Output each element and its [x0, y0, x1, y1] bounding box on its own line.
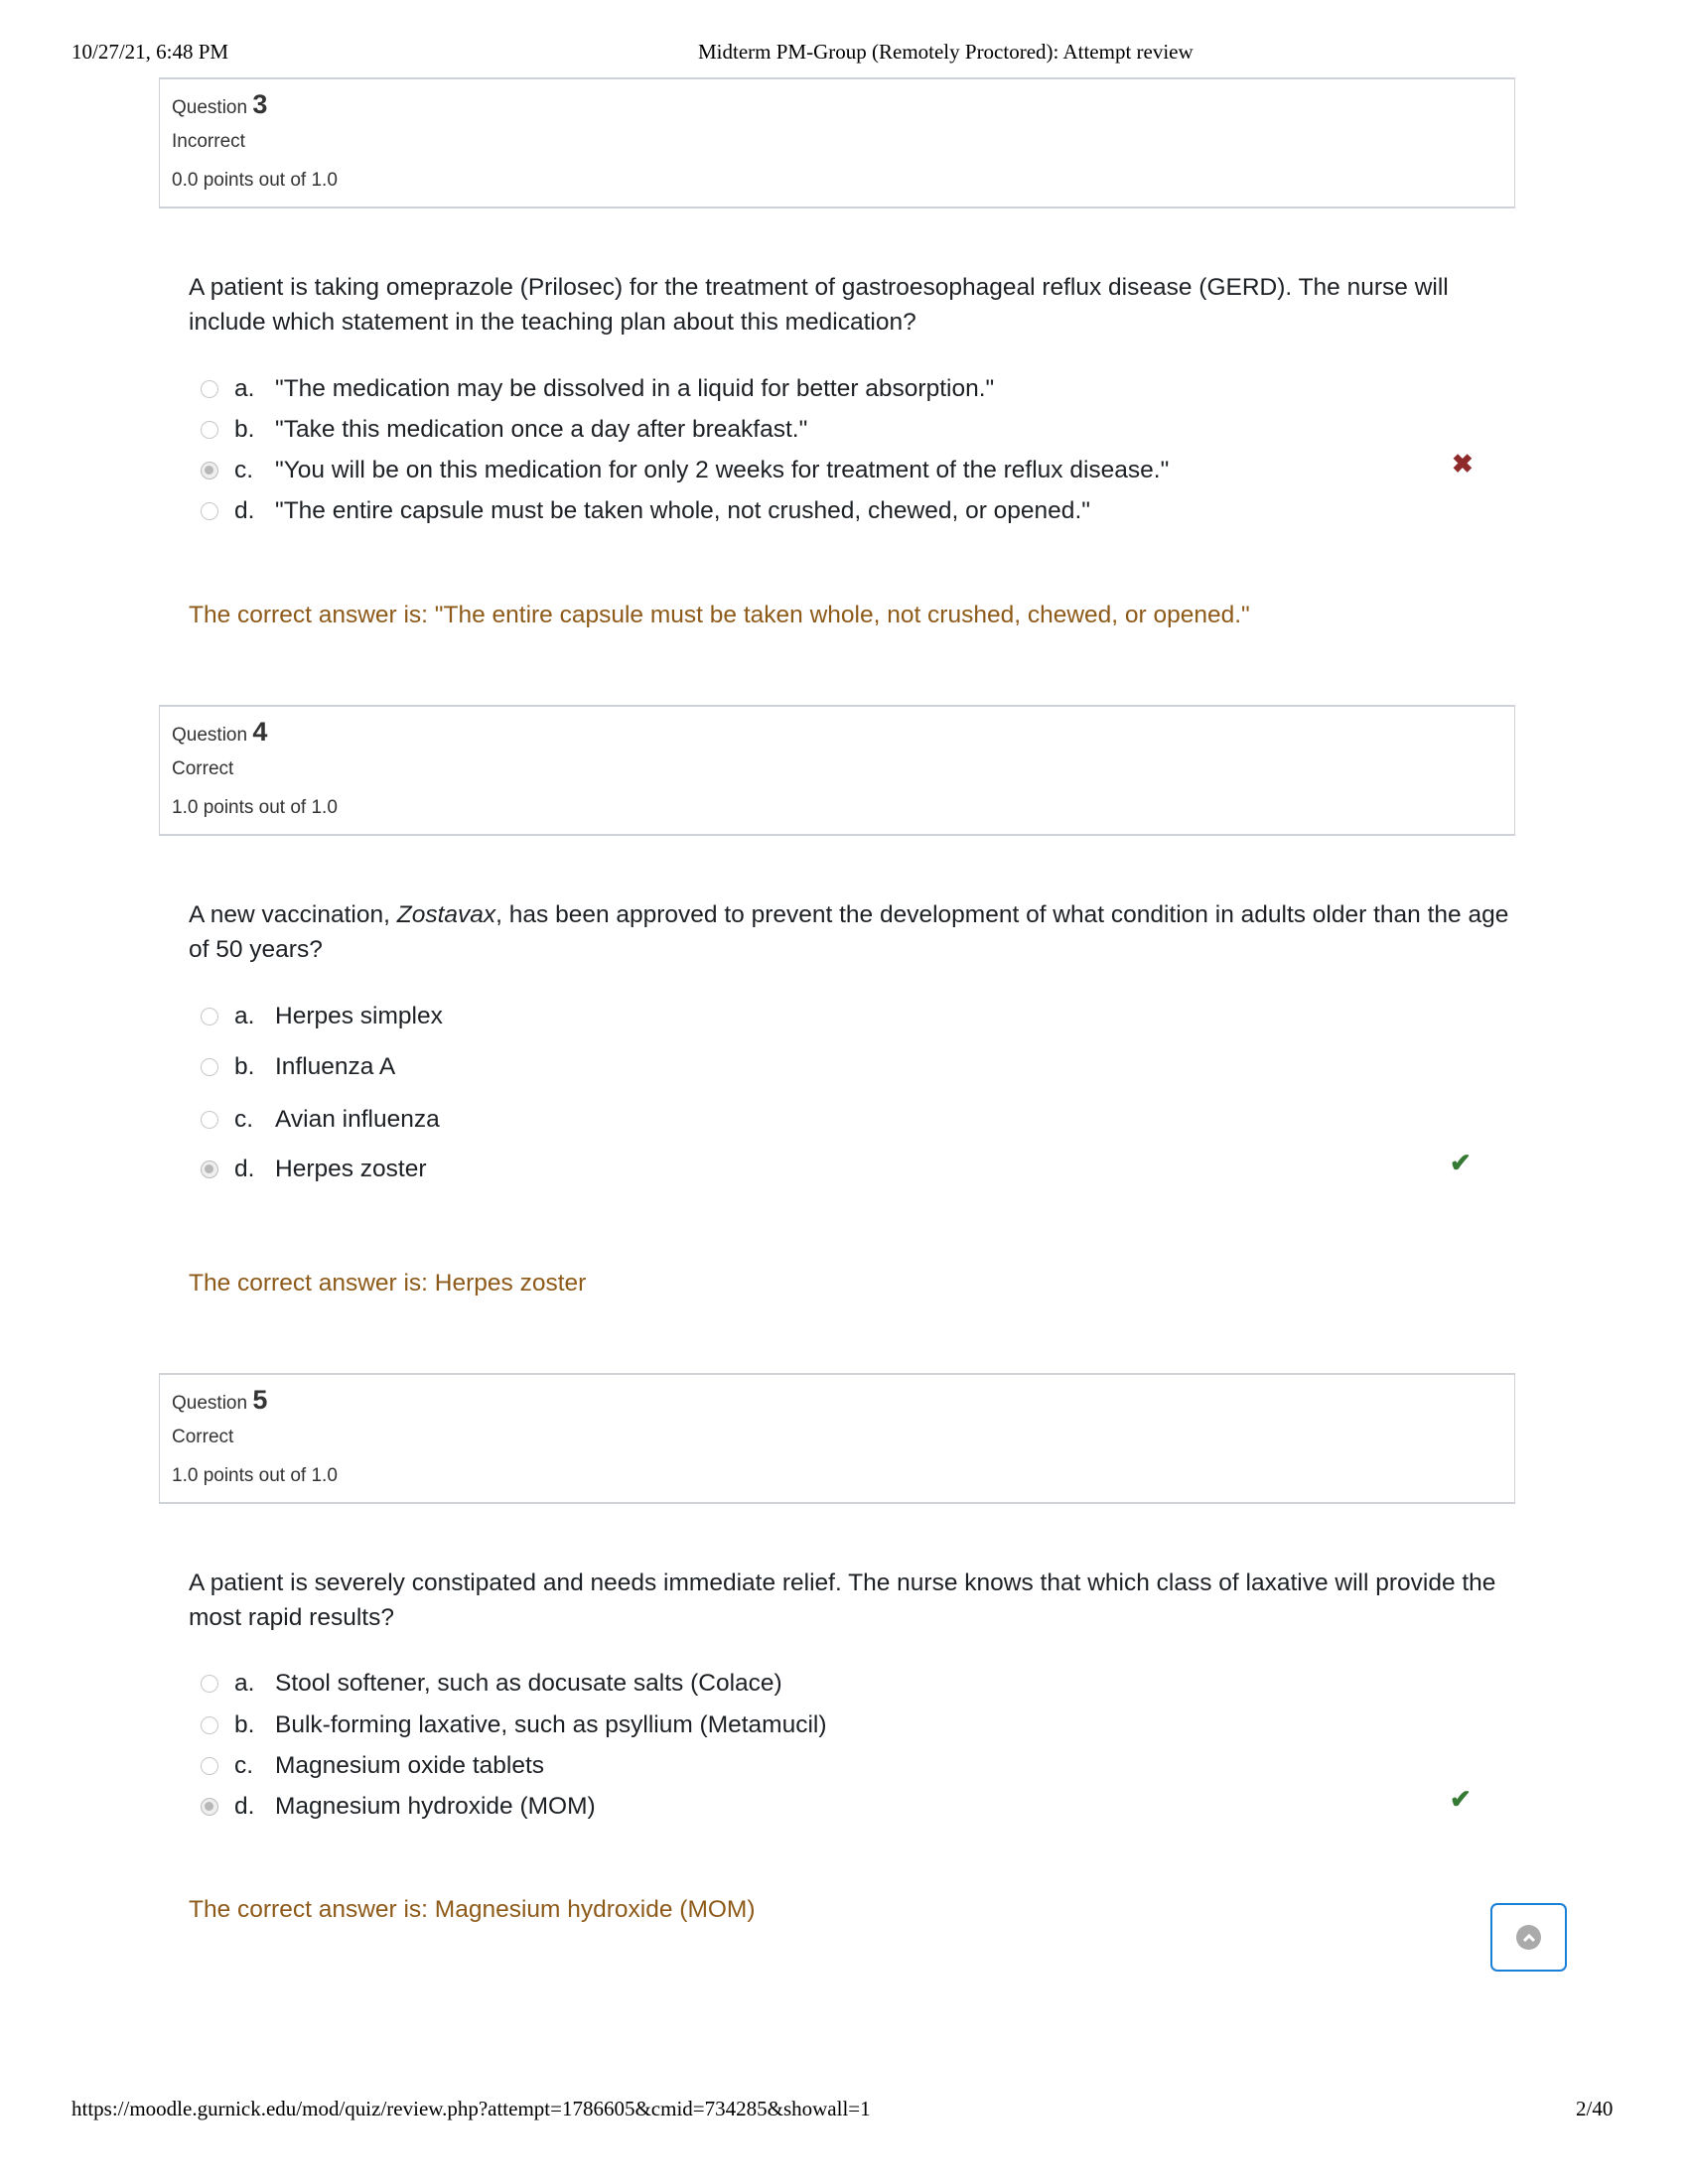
question-3-option-b[interactable]: b. "Take this medication once a day after breakfast."	[201, 414, 807, 446]
radio-button[interactable]	[201, 1757, 218, 1775]
question-state: Incorrect	[172, 131, 245, 152]
radio-button[interactable]	[201, 1111, 218, 1129]
print-page-number: 2/40	[1576, 2097, 1614, 2120]
question-3-option-d[interactable]: d. "The entire capsule must be taken whole, not crushed, chewed, or opened."	[201, 495, 1090, 527]
question-state: Correct	[172, 1427, 234, 1447]
radio-button[interactable]	[201, 421, 218, 439]
radio-button[interactable]	[201, 1058, 218, 1076]
question-5-info	[159, 1373, 1515, 1504]
question-grade: 0.0 points out of 1.0	[172, 170, 338, 191]
radio-button[interactable]	[201, 1675, 218, 1693]
back-to-top-button[interactable]	[1490, 1903, 1567, 1972]
question-5-correct-answer: The correct answer is: Magnesium hydroxide (MOM)	[189, 1896, 756, 1923]
question-4-correct-answer: The correct answer is: Herpes zoster	[189, 1270, 587, 1297]
question-3-correct-answer: The correct answer is: "The entire capsule must be taken whole, not crushed, chewed, or opened."	[189, 602, 1250, 628]
question-state: Correct	[172, 758, 234, 779]
chevron-up-icon	[1516, 1925, 1541, 1950]
question-5-option-a[interactable]: a. Stool softener, such as docusate salts (Colace)	[201, 1668, 782, 1700]
correct-icon: ✔	[1450, 1784, 1472, 1814]
incorrect-icon: ✖	[1452, 449, 1474, 478]
question-5-text: A patient is severely constipated and needs immediate relief. The nurse knows that which class of laxative will provide the most rapid results?	[189, 1570, 1496, 1631]
question-4-option-c[interactable]: c. Avian influenza	[201, 1104, 440, 1136]
question-5-option-b[interactable]: b. Bulk-forming laxative, such as psyllium (Metamucil)	[201, 1709, 827, 1741]
radio-button-selected[interactable]	[201, 462, 218, 479]
question-number: Question 3	[172, 89, 268, 119]
question-4-option-b[interactable]: b. Influenza A	[201, 1051, 395, 1083]
radio-button[interactable]	[201, 502, 218, 520]
radio-button-selected[interactable]	[201, 1798, 218, 1816]
print-url: https://moodle.gurnick.edu/mod/quiz/review.php?attempt=1786605&cmid=734285&showall=1	[71, 2097, 871, 2120]
question-3-text: A patient is taking omeprazole (Prilosec) for the treatment of gastroesophageal reflux disease (GERD). The nurse will include which statement in the teaching plan about this medication?	[189, 274, 1449, 336]
radio-button[interactable]	[201, 1008, 218, 1025]
question-5-option-c[interactable]: c. Magnesium oxide tablets	[201, 1750, 544, 1782]
question-grade: 1.0 points out of 1.0	[172, 1465, 338, 1486]
question-4-text: A new vaccination, Zostavax, has been approved to prevent the development of what condition in adults older than the age of 50 years?	[189, 901, 1509, 963]
question-3-info	[159, 77, 1515, 208]
question-number: Question 5	[172, 1385, 268, 1415]
question-number: Question 4	[172, 717, 268, 747]
radio-button[interactable]	[201, 1716, 218, 1734]
correct-icon: ✔	[1450, 1148, 1472, 1177]
question-3-option-a[interactable]: a. "The medication may be dissolved in a liquid for better absorption."	[201, 373, 994, 405]
radio-button-selected[interactable]	[201, 1160, 218, 1178]
question-4-option-d[interactable]: d. Herpes zoster	[201, 1154, 427, 1185]
radio-button[interactable]	[201, 380, 218, 398]
question-3-option-c[interactable]: c. "You will be on this medication for only 2 weeks for treatment of the reflux disease."	[201, 455, 1169, 486]
question-5-option-d[interactable]: d. Magnesium hydroxide (MOM)	[201, 1791, 596, 1823]
print-page-title: Midterm PM-Group (Remotely Proctored): Attempt review	[698, 40, 1194, 64]
question-4-option-a[interactable]: a. Herpes simplex	[201, 1001, 443, 1032]
question-4-info	[159, 705, 1515, 836]
print-datetime: 10/27/21, 6:48 PM	[71, 40, 229, 64]
question-grade: 1.0 points out of 1.0	[172, 797, 338, 818]
